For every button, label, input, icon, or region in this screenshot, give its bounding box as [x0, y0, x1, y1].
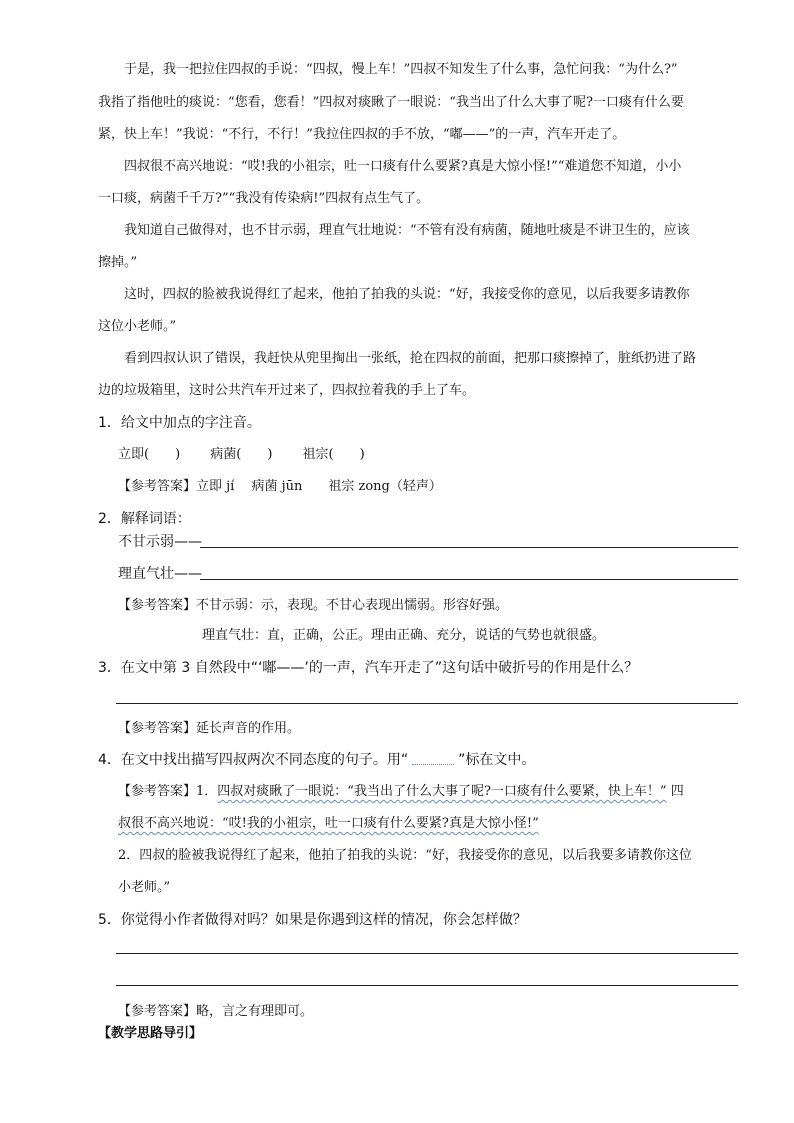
answer-tag: 【参考答案】	[118, 784, 197, 799]
question-5-title: 5．你觉得小作者做得对吗？如果是你遇到这样的情况，你会怎样做？	[98, 912, 527, 928]
question-2-answer-1	[118, 596, 508, 616]
question-1-title: 1．给文中加点的字注音。	[98, 415, 261, 431]
question-4-answer-2-line-1: 2．四叔的脸被我说得红了起来，他拍了拍我的头说：“好，我接受你的意见，以后我要多请教你这位	[118, 848, 692, 863]
marked-sentence: 四叔对痰瞅了一眼说：“我当出了什么大事了呢?一口痰有什么要紧，快上车！”	[217, 784, 667, 799]
question-3-answer	[118, 719, 300, 739]
question-4-answer-1-line-2	[118, 814, 539, 834]
answer-text: 四	[666, 784, 684, 799]
answer-blank-line	[200, 579, 738, 580]
wavy-line-sample	[412, 756, 454, 765]
question-4-answer-1-line-1	[118, 782, 684, 802]
question-2-answer-2: 理直气壮：直，正确，公正。理由正确、充分，说话的气势也就很盛。	[202, 628, 606, 643]
answer-tag: 【参考答案】	[118, 598, 197, 613]
passage-line-5: 一口痰，病菌千千万?”“我没有传染病!”四叔有点生气了。	[98, 191, 430, 206]
answer-text: 略，言之有理即可。	[196, 1004, 314, 1019]
section-heading: 【教学思路导引】	[98, 1026, 203, 1041]
passage-line-11: 边的垃圾箱里，这时公共汽车开过来了，四叔拉着我的手上了车。	[98, 383, 476, 398]
marked-sentence: 叔很不高兴地说：“哎!我的小祖宗，吐一口痰有什么要紧?真是大惊小怪!”	[118, 816, 539, 831]
question-4-title-start: 4．在文中找出描写四叔两次不同态度的句子。用“	[98, 752, 409, 768]
question-4-answer-2-line-2: 小老师。”	[118, 880, 171, 895]
answer-blank-line	[200, 547, 738, 548]
question-3-title: 3．在文中第 3 自然段中“‘嘟——’的一声，汽车开走了”这句话中破折号的作用是什么？	[98, 660, 639, 676]
answer-blank-line	[116, 985, 738, 986]
answer-tag: 【参考答案】	[118, 1004, 197, 1019]
passage-line-3: 紧，快上车！”我说：“不行，不行！”我拉住四叔的手不放，“嘟——”的一声，汽车开走了。	[98, 127, 626, 142]
answer-text: 不甘示弱：示，表现。不甘心表现出懦弱。形容好强。	[196, 598, 509, 613]
answer-blank-line	[116, 953, 738, 954]
question-1-answer	[118, 477, 442, 497]
passage-line-10: 看到四叔认识了错误，我赶快从兜里掏出一张纸，抢在四叔的前面，把那口痰擦掉了，脏纸扔进了路	[124, 351, 697, 366]
answer-text: 延长声音的作用。	[196, 721, 301, 736]
passage-line-8: 这时，四叔的脸被我说得红了起来，他拍了拍我的头说：“好，我接受你的意见，以后我要多请教你	[124, 287, 690, 302]
question-4-title-end: ”标在文中。	[458, 752, 536, 768]
answer-tag: 【参考答案】	[118, 721, 197, 736]
passage-line-1: 于是，我一把拉住四叔的手说：“四叔，慢上车！”四叔不知发生了什么事，急忙问我：“为什么?”	[124, 62, 678, 77]
term-2-label: 理直气壮——	[118, 566, 202, 582]
passage-line-2: 我指了指他吐的痰说：“您看，您看！”四叔对痰瞅了一眼说：“我当出了什么大事了呢?一口痰有什么要	[98, 95, 684, 110]
question-2-title: 2．解释词语：	[98, 511, 191, 527]
answer-tag: 【参考答案】	[118, 479, 197, 494]
question-1-items: 立即( ) 病菌( ) 祖宗( )	[118, 447, 365, 462]
term-1-label: 不甘示弱——	[118, 534, 202, 550]
answer-text: 立即 jí 病菌 jūn 祖宗 zong（轻声）	[196, 479, 442, 494]
passage-line-6: 我知道自己做得对，也不甘示弱，理直气壮地说：“不管有没有病菌，随地吐痰是不讲卫生的，应该	[124, 223, 690, 238]
question-4-title	[98, 750, 535, 770]
answer-number: 1．	[196, 784, 218, 799]
passage-line-7: 擦掉。”	[98, 255, 138, 270]
question-5-answer	[118, 1002, 313, 1022]
answer-blank-line	[116, 703, 738, 704]
passage-line-9: 这位小老师。”	[98, 319, 177, 334]
passage-line-4: 四叔很不高兴地说：“哎!我的小祖宗，吐一口痰有什么要紧?真是大惊小怪!”“难道您不知道，小小	[124, 159, 682, 174]
